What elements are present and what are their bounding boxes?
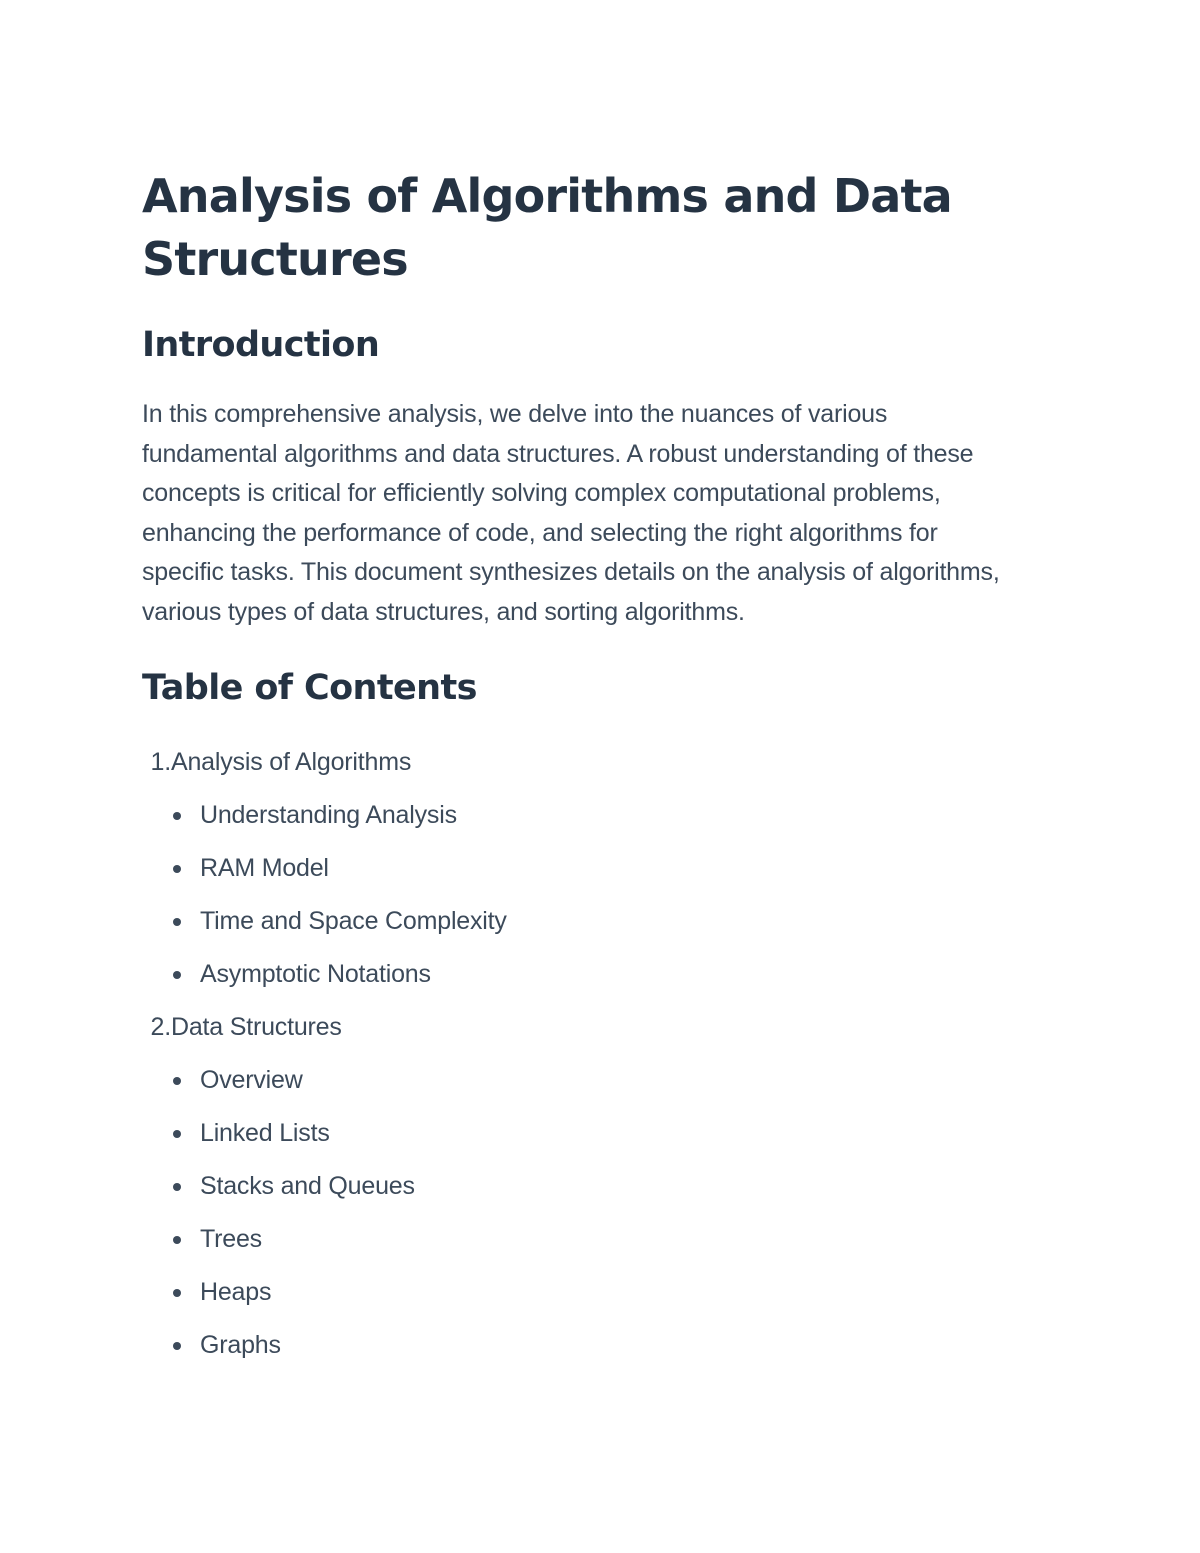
toc-item-label: Asymptotic Notations bbox=[200, 960, 431, 988]
bullet-icon bbox=[173, 1236, 181, 1244]
document-page bbox=[142, 165, 1042, 1372]
toc-item-label: Heaps bbox=[200, 1278, 272, 1306]
toc-item bbox=[171, 1319, 1042, 1372]
toc-item-label: Time and Space Complexity bbox=[200, 907, 507, 935]
toc-item bbox=[171, 895, 1042, 948]
bullet-icon bbox=[173, 1183, 181, 1191]
bullet-icon bbox=[173, 918, 181, 926]
bullet-icon bbox=[173, 1342, 181, 1350]
bullet-icon bbox=[173, 1289, 181, 1297]
toc-item bbox=[171, 1107, 1042, 1160]
toc-item-label: Trees bbox=[200, 1225, 262, 1253]
toc-subsection-list bbox=[142, 1054, 1042, 1372]
bullet-icon bbox=[173, 812, 181, 820]
toc-item bbox=[171, 1266, 1042, 1319]
toc-item bbox=[171, 1160, 1042, 1213]
toc-item-label: Understanding Analysis bbox=[200, 801, 457, 829]
bullet-icon bbox=[173, 1077, 181, 1085]
toc-item-label: Overview bbox=[200, 1066, 303, 1094]
introduction-paragraph: In this comprehensive analysis, we delve into the nuances of various fundamental algorithms and data structures. A robust understanding of these concepts is critical for efficiently solving complex computational problems, enhancing the performance of code, and selecting the right algorithms for specific tasks. This document synthesizes details on the analysis of algorithms, various types of data structures, and sorting algorithms. bbox=[142, 400, 1000, 626]
toc-subsection-list bbox=[142, 789, 1042, 1001]
toc-section-number: 2. bbox=[150, 1013, 171, 1041]
toc-item bbox=[171, 842, 1042, 895]
table-of-contents bbox=[142, 736, 1042, 1372]
toc-section-number: 1. bbox=[150, 748, 171, 776]
toc-item-label: Graphs bbox=[200, 1331, 281, 1359]
toc-item-label: Linked Lists bbox=[200, 1119, 330, 1147]
toc-heading: Table of Contents bbox=[142, 668, 477, 708]
bullet-icon bbox=[173, 971, 181, 979]
toc-section-analysis bbox=[142, 736, 1042, 1001]
toc-item bbox=[171, 1213, 1042, 1266]
toc-item-label: RAM Model bbox=[200, 854, 329, 882]
toc-item-label: Stacks and Queues bbox=[200, 1172, 415, 1200]
bullet-icon bbox=[173, 1130, 181, 1138]
toc-item bbox=[171, 1054, 1042, 1107]
bullet-icon bbox=[173, 865, 181, 873]
toc-section-data-structures bbox=[142, 1001, 1042, 1372]
toc-item bbox=[171, 789, 1042, 842]
document-title: Analysis of Algorithms and Data Structures bbox=[142, 169, 952, 286]
toc-section-label: Analysis of Algorithms bbox=[171, 748, 412, 776]
introduction-heading: Introduction bbox=[142, 325, 380, 365]
toc-section-label: Data Structures bbox=[171, 1013, 342, 1041]
toc-item bbox=[171, 948, 1042, 1001]
